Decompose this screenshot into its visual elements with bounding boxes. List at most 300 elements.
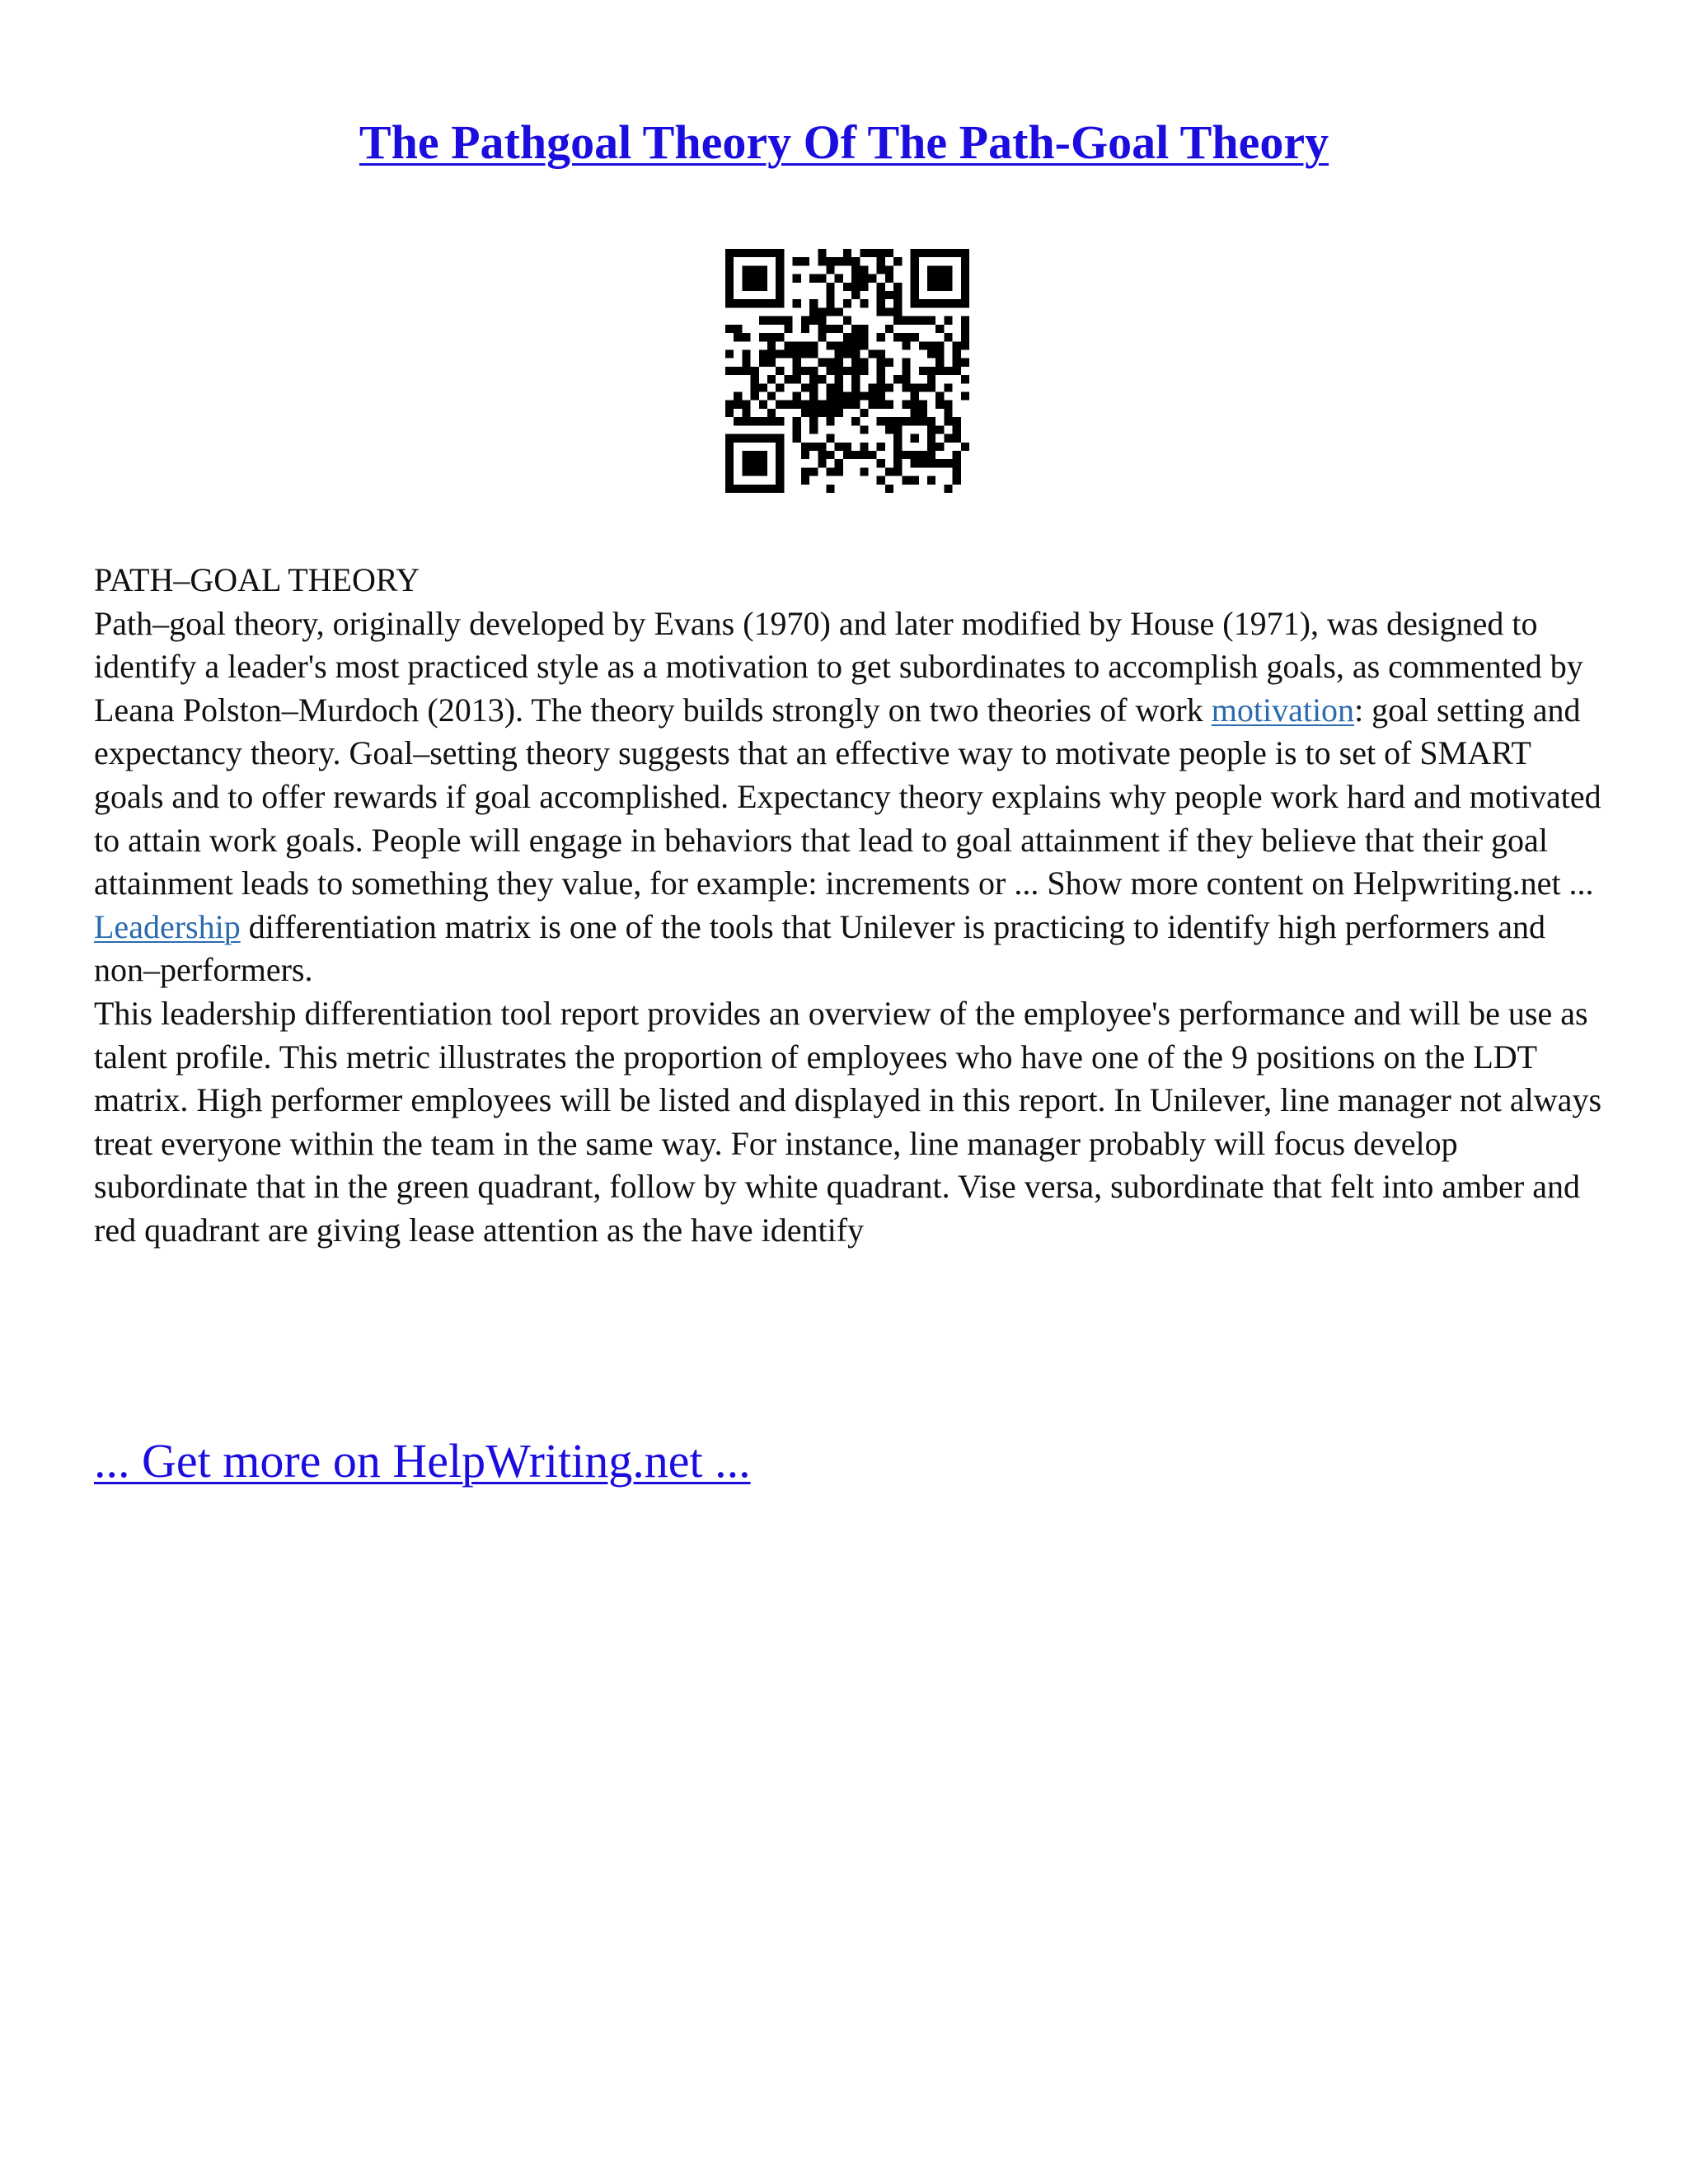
qr-module — [869, 392, 877, 401]
qr-module — [751, 417, 759, 425]
qr-module — [911, 459, 919, 467]
qr-module — [835, 349, 843, 358]
qr-module — [919, 367, 927, 375]
qr-module — [911, 249, 919, 257]
qr-module — [742, 409, 750, 417]
qr-module — [893, 299, 902, 307]
qr-module — [809, 274, 818, 283]
qr-module — [885, 274, 893, 283]
qr-module — [759, 383, 767, 391]
qr-module — [893, 425, 902, 434]
qr-module — [826, 341, 834, 349]
qr-module — [869, 249, 877, 257]
qr-module — [759, 417, 767, 425]
qr-module — [734, 333, 742, 341]
qr-module — [927, 265, 935, 274]
qr-module — [725, 443, 734, 451]
qr-module — [809, 367, 818, 375]
qr-module — [919, 341, 927, 349]
qr-module — [919, 383, 927, 391]
qr-module — [725, 451, 734, 459]
qr-module — [953, 349, 961, 358]
qr-module — [801, 409, 809, 417]
qr-module — [877, 417, 885, 425]
qr-module — [851, 401, 860, 409]
qr-module — [784, 316, 792, 325]
qr-module — [877, 291, 885, 299]
qr-module — [759, 459, 767, 467]
qr-module — [860, 443, 868, 451]
qr-module — [953, 451, 961, 459]
qr-module — [809, 401, 818, 409]
leadership-link[interactable]: Leadership — [94, 907, 241, 945]
qr-module — [935, 459, 944, 467]
qr-module — [911, 476, 919, 485]
qr-module — [919, 409, 927, 417]
qr-module — [801, 451, 809, 459]
qr-module — [767, 434, 776, 443]
qr-module — [826, 283, 834, 291]
qr-module — [742, 265, 750, 274]
qr-module — [809, 341, 818, 349]
qr-module — [902, 359, 910, 367]
qr-module — [961, 257, 969, 265]
qr-module — [885, 467, 893, 476]
qr-module — [793, 434, 801, 443]
qr-module — [885, 359, 893, 367]
qr-module — [742, 459, 750, 467]
qr-module — [885, 307, 893, 316]
qr-module — [927, 443, 935, 451]
qr-module — [826, 485, 834, 493]
qr-module — [776, 467, 784, 476]
qr-module — [953, 459, 961, 467]
qr-module — [793, 417, 801, 425]
qr-module — [835, 367, 843, 375]
qr-module — [935, 341, 944, 349]
qr-module — [776, 451, 784, 459]
qr-module — [927, 316, 935, 325]
qr-module — [927, 459, 935, 467]
qr-module — [860, 249, 868, 257]
qr-module — [734, 401, 742, 409]
qr-module — [843, 443, 851, 451]
qr-module — [835, 359, 843, 367]
qr-module — [826, 417, 834, 425]
qr-module — [809, 307, 818, 316]
qr-module — [911, 265, 919, 274]
qr-module — [902, 375, 910, 383]
qr-module — [902, 417, 910, 425]
qr-module — [851, 257, 860, 265]
qr-module — [877, 443, 885, 451]
qr-module — [809, 316, 818, 325]
qr-module — [725, 401, 734, 409]
qr-module — [809, 409, 818, 417]
qr-module — [759, 274, 767, 283]
qr-module — [843, 451, 851, 459]
qr-module — [767, 333, 776, 341]
qr-module — [826, 451, 834, 459]
qr-module — [944, 283, 952, 291]
qr-module — [725, 485, 734, 493]
qr-module — [877, 401, 885, 409]
qr-module — [776, 383, 784, 391]
qr-code-icon — [725, 249, 969, 493]
qr-module — [893, 307, 902, 316]
qr-module — [826, 257, 834, 265]
qr-module — [869, 401, 877, 409]
qr-module — [877, 249, 885, 257]
qr-module — [826, 383, 834, 391]
qr-module — [851, 349, 860, 358]
qr-module — [851, 283, 860, 291]
qr-module — [851, 375, 860, 383]
qr-module — [961, 443, 969, 451]
qr-module — [776, 485, 784, 493]
qr-module — [793, 375, 801, 383]
qr-module — [751, 434, 759, 443]
qr-module — [784, 375, 792, 383]
qr-module — [759, 249, 767, 257]
qr-module — [911, 316, 919, 325]
qr-module — [843, 341, 851, 349]
qr-module — [793, 367, 801, 375]
qr-module — [927, 425, 935, 434]
qr-module — [944, 485, 952, 493]
qr-module — [927, 451, 935, 459]
qr-module — [734, 417, 742, 425]
qr-module — [776, 283, 784, 291]
qr-module — [911, 333, 919, 341]
qr-module — [759, 333, 767, 341]
qr-module — [793, 299, 801, 307]
qr-module — [843, 257, 851, 265]
qr-module — [751, 283, 759, 291]
get-more-link[interactable]: ... Get more on HelpWriting.net ... — [94, 1434, 751, 1488]
qr-module — [725, 249, 734, 257]
qr-module — [835, 467, 843, 476]
qr-module — [751, 485, 759, 493]
qr-module — [843, 392, 851, 401]
qr-module — [869, 349, 877, 358]
qr-module — [725, 283, 734, 291]
qr-module — [860, 392, 868, 401]
qr-module — [927, 349, 935, 358]
qr-module — [944, 409, 952, 417]
qr-module — [734, 392, 742, 401]
qr-module — [953, 434, 961, 443]
qr-module — [843, 249, 851, 257]
qr-module — [961, 375, 969, 383]
qr-module — [818, 333, 826, 341]
qr-module — [767, 392, 776, 401]
qr-module — [826, 265, 834, 274]
qr-module — [734, 299, 742, 307]
qr-module — [902, 383, 910, 391]
qr-module — [843, 401, 851, 409]
qr-module — [835, 443, 843, 451]
qr-module — [935, 359, 944, 367]
qr-module — [742, 434, 750, 443]
section-heading: PATH–GOAL THEORY — [94, 561, 420, 598]
qr-module — [776, 333, 784, 341]
qr-module — [893, 451, 902, 459]
qr-module — [784, 341, 792, 349]
qr-module — [885, 291, 893, 299]
qr-module — [935, 325, 944, 333]
qr-module — [809, 425, 818, 434]
qr-module — [851, 392, 860, 401]
qr-module — [826, 467, 834, 476]
qr-module — [860, 274, 868, 283]
qr-module — [944, 333, 952, 341]
qr-module — [927, 274, 935, 283]
article-body — [94, 559, 1602, 1253]
qr-module — [851, 265, 860, 274]
qr-module — [835, 257, 843, 265]
qr-module — [776, 265, 784, 274]
qr-module — [860, 467, 868, 476]
qr-module — [742, 274, 750, 283]
qr-module — [725, 434, 734, 443]
qr-module — [927, 249, 935, 257]
qr-module — [935, 392, 944, 401]
qr-module — [935, 401, 944, 409]
qr-module — [911, 299, 919, 307]
qr-module — [851, 359, 860, 367]
qr-module — [801, 401, 809, 409]
qr-module — [776, 316, 784, 325]
qr-module — [902, 451, 910, 459]
title-link[interactable]: The Pathgoal Theory Of The Path-Goal Theory — [359, 115, 1329, 169]
qr-module — [767, 417, 776, 425]
qr-module — [860, 425, 868, 434]
qr-module — [961, 392, 969, 401]
qr-module — [927, 367, 935, 375]
qr-module — [885, 383, 893, 391]
qr-module — [759, 467, 767, 476]
qr-module — [725, 367, 734, 375]
qr-module — [742, 467, 750, 476]
qr-module — [835, 392, 843, 401]
qr-module — [818, 316, 826, 325]
qr-module — [935, 249, 944, 257]
qr-module — [809, 467, 818, 476]
paragraph-leadership — [94, 906, 1602, 992]
qr-module — [751, 375, 759, 383]
qr-module — [953, 341, 961, 349]
qr-module — [742, 249, 750, 257]
qr-module — [818, 451, 826, 459]
qr-module — [893, 283, 902, 291]
qr-module — [776, 249, 784, 257]
qr-module — [944, 299, 952, 307]
qr-module — [835, 274, 843, 283]
qr-module — [911, 274, 919, 283]
qr-module — [877, 349, 885, 358]
qr-module — [927, 341, 935, 349]
qr-module — [776, 434, 784, 443]
qr-module — [759, 401, 767, 409]
paragraph-leadership-text: differentiation matrix is one of the tools that Unilever is practicing to identify high performers and non–performers. — [94, 907, 1545, 989]
qr-module — [725, 349, 734, 358]
qr-module — [944, 265, 952, 274]
qr-module — [818, 375, 826, 383]
qr-module — [751, 467, 759, 476]
qr-module — [953, 299, 961, 307]
qr-module — [860, 283, 868, 291]
qr-module — [961, 299, 969, 307]
qr-module — [919, 451, 927, 459]
qr-module — [877, 476, 885, 485]
qr-module — [835, 383, 843, 391]
qr-module — [902, 367, 910, 375]
motivation-link[interactable]: motivation — [1211, 691, 1355, 729]
qr-module — [751, 451, 759, 459]
qr-module — [919, 459, 927, 467]
qr-module — [776, 299, 784, 307]
qr-module — [843, 333, 851, 341]
qr-module — [801, 383, 809, 391]
qr-module — [935, 367, 944, 375]
qr-module — [843, 316, 851, 325]
qr-module — [927, 417, 935, 425]
qr-module — [725, 299, 734, 307]
qr-module — [944, 434, 952, 443]
qr-module — [725, 409, 734, 417]
qr-module — [911, 383, 919, 391]
qr-module — [927, 434, 935, 443]
qr-module — [935, 299, 944, 307]
qr-module — [759, 485, 767, 493]
qr-module — [935, 349, 944, 358]
qr-module — [826, 409, 834, 417]
qr-module — [944, 401, 952, 409]
qr-module — [826, 434, 834, 443]
paragraph-intro-text-start: Path–goal theory, originally developed by Evans (1970) and later modified by House (1971), was designed to identify a leader's most practiced style as a motivation to get subordinates to accomplish goals, as commented by Leana Polston–Murdoch (2013). The theory builds strongly on two theories of work — [94, 604, 1583, 729]
qr-module — [902, 476, 910, 485]
qr-module — [953, 476, 961, 485]
qr-module — [911, 401, 919, 409]
paragraph-intro-text-end: : goal setting and expectancy theory. Goal–setting theory suggests that an effective way to motivate people is to set of SMART goals and to offer rewards if goal accomplished. Expectancy theory explains why people work hard and motivated to attain work goals. People will engage in behaviors that lead to goal attainment if they believe that their goal attainment leads to something they value, for example: increments or ... Show more content on Helpwriting.net ... — [94, 691, 1601, 902]
qr-module — [869, 451, 877, 459]
qr-module — [767, 249, 776, 257]
qr-module — [851, 451, 860, 459]
qr-module — [725, 291, 734, 299]
qr-module — [759, 316, 767, 325]
qr-module — [725, 274, 734, 283]
qr-module — [793, 349, 801, 358]
qr-module — [751, 392, 759, 401]
qr-module — [767, 316, 776, 325]
paragraph-intro — [94, 602, 1602, 906]
qr-module — [893, 459, 902, 467]
qr-module — [793, 425, 801, 434]
qr-module — [767, 299, 776, 307]
qr-module — [826, 291, 834, 299]
qr-module — [776, 257, 784, 265]
qr-module — [944, 459, 952, 467]
qr-module — [793, 274, 801, 283]
qr-module — [919, 316, 927, 325]
qr-module — [809, 349, 818, 358]
qr-module — [877, 265, 885, 274]
qr-module — [734, 434, 742, 443]
qr-module — [843, 349, 851, 358]
qr-module — [826, 367, 834, 375]
qr-module — [961, 283, 969, 291]
qr-module — [893, 257, 902, 265]
qr-module — [893, 417, 902, 425]
qr-module — [869, 274, 877, 283]
qr-module — [911, 291, 919, 299]
qr-module — [843, 367, 851, 375]
qr-module — [851, 383, 860, 391]
qr-module — [961, 291, 969, 299]
qr-module — [944, 417, 952, 425]
qr-module — [725, 265, 734, 274]
qr-module — [911, 409, 919, 417]
qr-module — [961, 359, 969, 367]
qr-module — [885, 425, 893, 434]
qr-module — [919, 401, 927, 409]
qr-module — [893, 467, 902, 476]
qr-module — [953, 367, 961, 375]
qr-module — [953, 425, 961, 434]
qr-module — [801, 341, 809, 349]
qr-module — [885, 265, 893, 274]
qr-module — [826, 392, 834, 401]
qr-module — [919, 249, 927, 257]
qr-module — [742, 417, 750, 425]
qr-module — [851, 367, 860, 375]
qr-module — [734, 367, 742, 375]
qr-module — [927, 375, 935, 383]
qr-module — [953, 249, 961, 257]
qr-module — [809, 383, 818, 391]
qr-module — [776, 417, 784, 425]
qr-module — [759, 283, 767, 291]
qr-module — [877, 307, 885, 316]
qr-module — [877, 283, 885, 291]
qr-module — [944, 367, 952, 375]
qr-module — [843, 283, 851, 291]
qr-module — [725, 476, 734, 485]
qr-module — [801, 476, 809, 485]
qr-module — [809, 375, 818, 383]
qr-module — [944, 383, 952, 391]
qr-module — [818, 443, 826, 451]
qr-module — [801, 367, 809, 375]
qr-module — [902, 401, 910, 409]
qr-module — [767, 341, 776, 349]
qr-module — [944, 249, 952, 257]
qr-module — [751, 367, 759, 375]
qr-module — [818, 401, 826, 409]
qr-module — [893, 333, 902, 341]
qr-module — [801, 349, 809, 358]
qr-module — [776, 367, 784, 375]
qr-module — [818, 274, 826, 283]
qr-module — [851, 325, 860, 333]
qr-module — [835, 401, 843, 409]
qr-module — [835, 325, 843, 333]
qr-module — [751, 383, 759, 391]
qr-module — [961, 265, 969, 274]
qr-module — [826, 299, 834, 307]
qr-module — [801, 316, 809, 325]
